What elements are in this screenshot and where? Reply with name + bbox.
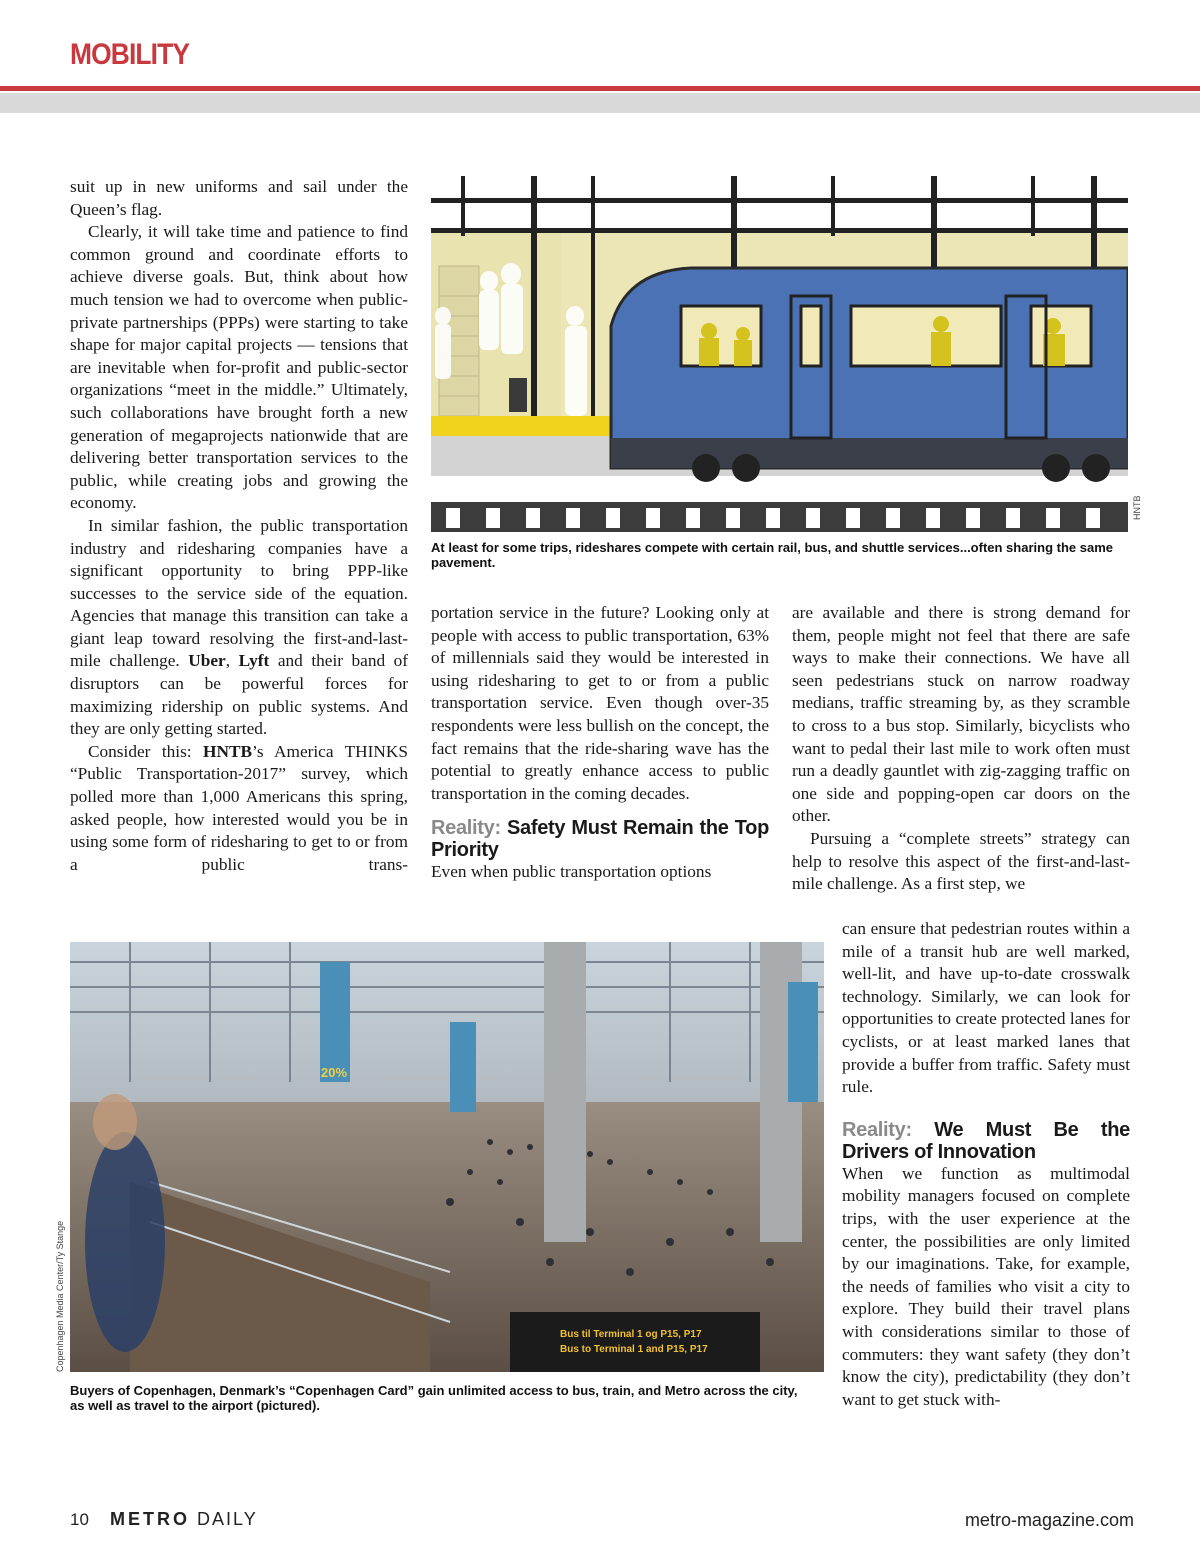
heading-text: Safety Must Remain the Top Priority — [431, 817, 770, 862]
comma: , — [225, 651, 231, 671]
col2-paragraph-2: Even when public transportation options — [431, 862, 712, 882]
column-2 — [431, 602, 769, 884]
uber-name: Uber — [188, 651, 226, 671]
publication-brand — [110, 1509, 258, 1530]
column-3 — [792, 602, 1130, 896]
brand-bold: METRO — [110, 1509, 190, 1529]
banner-text: 20% — [321, 1065, 348, 1080]
col1-p3-text-b: and their band of disruptors can be powerful forces for maximizing ridership on public systems. And they are only getting started. — [70, 651, 409, 739]
col1-paragraph-2: Clearly, it will take time and patience to find common ground and coordinate efforts to achieve diverse goals. But, think about how much tension we had to overcome when public-private partnerships (PPPs) were starting to take shape for major capital projects — tensions that are inevitable when for-profit and public-sector organizations “meet in the middle.” Ultimately, such collaborations have brought forth a new generation of megaprojects nationwide that are delivering better transportation services to the public, while creating jobs and growing the economy. — [70, 222, 408, 513]
heading-accent: Reality: — [431, 817, 501, 840]
heading-accent-2: Reality: — [842, 1118, 912, 1141]
column-1 — [70, 176, 408, 876]
header-rule-red — [0, 86, 1200, 91]
sign-bottom-2: Bus to Terminal 1 and P15, P17 — [560, 1344, 708, 1355]
heading-safety — [431, 817, 769, 861]
col1-paragraph-1: suit up in new uniforms and sail under the Queen’s flag. — [70, 177, 408, 219]
section-title: MOBILITY — [70, 38, 190, 71]
website-url: metro-magazine.com — [964, 1510, 1134, 1530]
figure1-caption: At least for some trips, rideshares compete with certain rail, bus, and shuttle services...often sharing the same pavement. — [431, 540, 1113, 570]
heading-text-2: We Must Be the Drivers of Innovation — [842, 1118, 1130, 1163]
col3-paragraph-2-cont: can ensure that pedestrian routes within a mile of a transit hub are well marked, well-lit, and have up-to-date crosswalk technology. Similarly, we can look for opportunities to create protected lanes for cyclists, or at least marked lanes that provide a buffer from traffic. Safety must rule. — [842, 919, 1130, 1097]
airport-photo — [70, 942, 824, 1372]
figure2-caption: Buyers of Copenhagen, Denmark’s “Copenhagen Card” gain unlimited access to bus, train, and Metro across the city, as well as travel to the airport (pictured). — [70, 1383, 798, 1413]
photo-credit-hntb: HNTB — [1132, 495, 1142, 520]
sign-bottom-1: Bus til Terminal 1 og P15, P17 — [560, 1329, 702, 1340]
col3-paragraph-1: are available and there is strong demand for them, people might not feel that there are safe ways to make their connections. We have all seen pedestrians stuck on narrow roadway medians, traffic streaming by, as they scramble to cross to a bus stop. Similarly, bicyclists who want to pedal their last mile to work often must run a deadly gauntlet with zig-zagging traffic on one side and popping-open car doors on the other. — [792, 603, 1130, 826]
col3-paragraph-2: Pursuing a “complete streets” strategy can help to resolve this aspect of the first-and-last-mile challenge. As a first step, we — [792, 828, 1130, 894]
hntb-name: HNTB — [203, 741, 253, 761]
train-illustration — [431, 176, 1128, 532]
col3-paragraph-3: When we function as multimodal mobility managers focused on complete trips, with the user experience at the center, the possibilities are only limited by our imaginations. Take, for example, the needs of families who visit a city to explore. They build their travel plans with considerations similar to those of commuters: they want safety (they don’t know the city), predictability (they don’t want to get stuck with- — [842, 1163, 1130, 1409]
col1-paragraph-4 — [70, 741, 408, 877]
brand-light: DAILY — [197, 1509, 258, 1529]
page-number: 10 — [70, 1510, 89, 1529]
column-3-lower — [842, 918, 1130, 1411]
col1-paragraph-3 — [70, 515, 408, 741]
col1-p4-text-a: Consider this: — [88, 741, 192, 761]
col1-p4-text-b: ’s America THINKS “Public Transportation-2017” survey, which polled more than 1,000 Americans this spring, asked people, how interested would you be in using some form of ridesharing to get to or from a public trans- — [70, 741, 408, 874]
photo-credit-copenhagen: Copenhagen Media Center/Ty Stange — [55, 1220, 65, 1372]
col1-p3-text-a: In similar fashion, the public transportation industry and ridesharing companies have a significant opportunity to bring PPP-like successes to the service side of the equation. Agencies that manage this transition can take a giant leap toward resolving the first-and-last-mile challenge. — [70, 515, 408, 671]
col2-paragraph-1: portation service in the future? Looking only at people with access to public transportation, 63% of millennials said they would be interested in using ridesharing to get to or from a public transportation service. Even though over-35 respondents were less bullish on the concept, the fact remains that the ride-sharing wave has the potential to greatly enhance access to public transportation in the coming decades. — [431, 603, 769, 803]
heading-innovation — [842, 1119, 1130, 1163]
lyft-name: Lyft — [238, 651, 270, 671]
header-rule-grey — [0, 93, 1200, 113]
